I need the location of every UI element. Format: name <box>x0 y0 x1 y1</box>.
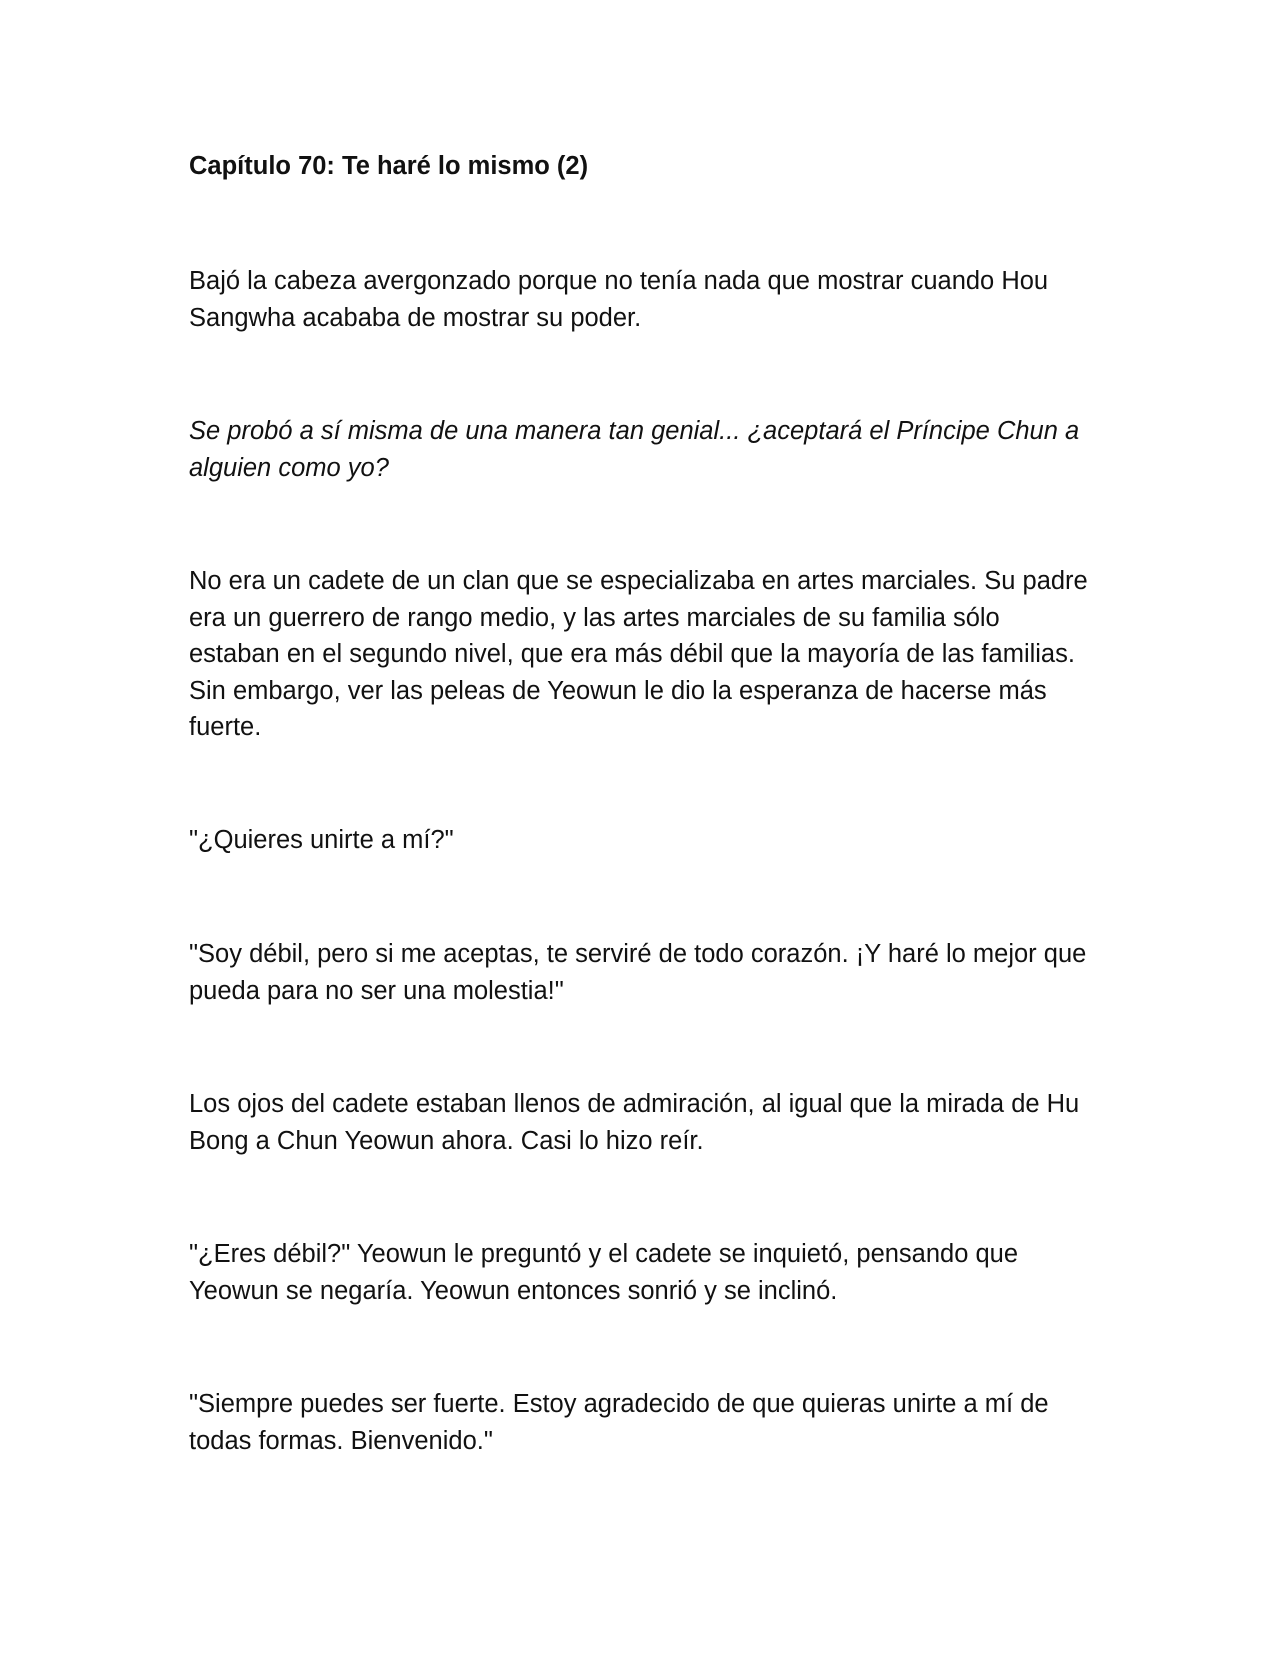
paragraph-4-dialogue: "¿Quieres unirte a mí?" <box>189 826 454 854</box>
paragraph-6: Los ojos del cadete estaban llenos de admiración, al igual que la mirada de Hu Bong a Chun Yeowun ahora. Casi lo hizo reír. <box>189 1090 1080 1155</box>
paragraph-7: "¿Eres débil?" Yeowun le preguntó y el cadete se inquietó, pensando que Yeowun se negaría. Yeowun entonces sonrió y se inclinó. <box>189 1240 1019 1305</box>
paragraph-3: No era un cadete de un clan que se especializaba en artes marciales. Su padre era un guerrero de rango medio, y las artes marciales de su familia sólo estaban en el segundo nivel, que era más débil que la mayoría de las familias. Sin embargo, ver las peleas de Yeowun le dio la esperanza de hacerse más fuerte. <box>189 567 1088 741</box>
paragraph-5-dialogue: "Soy débil, pero si me aceptas, te serviré de todo corazón. ¡Y haré lo mejor que pueda para no ser una molestia!" <box>189 940 1087 1005</box>
paragraph-1: Bajó la cabeza avergonzado porque no tenía nada que mostrar cuando Hou Sangwha acababa de mostrar su poder. <box>189 267 1049 332</box>
chapter-title: Capítulo 70: Te haré lo mismo (2) <box>189 152 589 180</box>
paragraph-8-dialogue: "Siempre puedes ser fuerte. Estoy agradecido de que quieras unirte a mí de todas formas. Bienvenido." <box>189 1390 1049 1455</box>
paragraph-2-thought: Se probó a sí misma de una manera tan genial... ¿aceptará el Príncipe Chun a alguien como yo? <box>189 417 1080 482</box>
